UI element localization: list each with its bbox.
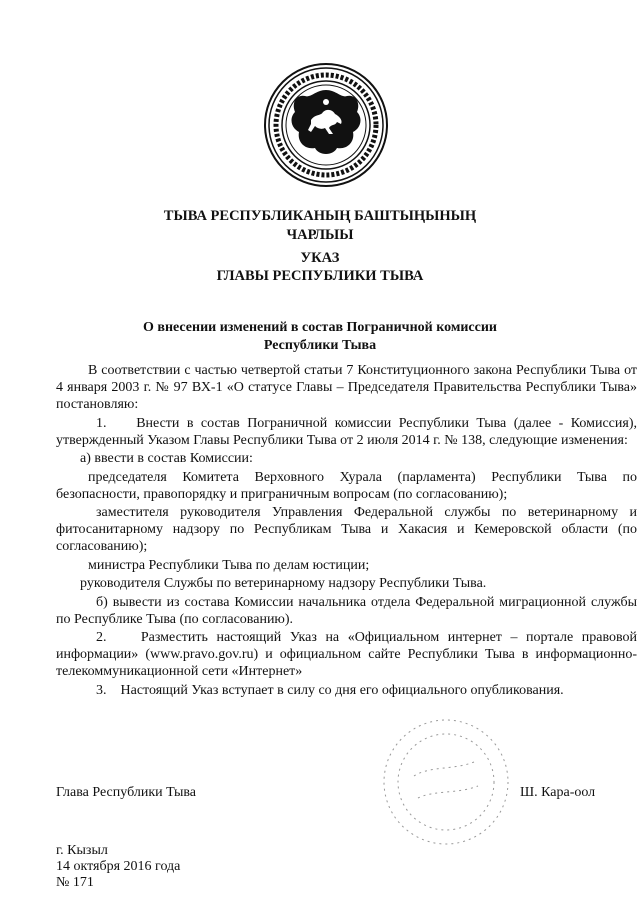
decree-number: № 171 bbox=[56, 875, 94, 890]
header-tuvan-line2: ЧАРЛЫЫ bbox=[286, 227, 354, 243]
decree-title-line1: О внесении изменений в состав Пограничной комиссии bbox=[143, 320, 497, 335]
person-4-paragraph: руководителя Службы по ветеринарному надзору Республики Тыва. bbox=[80, 576, 487, 591]
issue-date: 14 октября 2016 года bbox=[56, 859, 181, 874]
issue-city: г. Кызыл bbox=[56, 843, 108, 858]
decree-body bbox=[56, 362, 637, 700]
person-2-paragraph: заместителя руководителя Управления Федеральной службы по ветеринарному и фитосанитарному надзору по Республикам Тыва и Хакасия и Кемеровской области (по согласованию); bbox=[56, 505, 637, 554]
signatory-name: Ш. Кара-оол bbox=[520, 785, 596, 800]
person-1-paragraph: председателя Комитета Верховного Хурала (парламента) Республики Тыва по безопасности, правопорядку и приграничным вопросам (по согласованию); bbox=[56, 469, 637, 502]
person-3-paragraph: министра Республики Тыва по делам юстиции; bbox=[88, 557, 370, 573]
issuer-heading: ГЛАВЫ РЕСПУБЛИКИ ТЫВА bbox=[216, 268, 424, 284]
preamble-paragraph: В соответствии с частью четвертой статьи 7 Конституционного закона Республики Тыва от 4 января 2003 г. № 97 ВХ-1 «О статусе Главы – Председателя Правительства Республики Тыва» постановляю: bbox=[56, 363, 637, 412]
tuva-emblem-icon bbox=[263, 62, 389, 188]
header-tuvan-line1: ТЫВА РЕСПУБЛИКАНЫҢ БАШТЫҢЫНЫҢ bbox=[163, 208, 477, 224]
doc-type-heading: УКАЗ bbox=[300, 250, 340, 266]
official-stamp-icon bbox=[374, 706, 514, 856]
item-1-paragraph: 1. Внести в состав Пограничной комиссии Республики Тыва (далее - Комиссия), утвержденный Указом Главы Республики Тыва от 2 июля 2014 г. № 138, следующие изменения: bbox=[56, 415, 637, 448]
decree-title-line2: Республики Тыва bbox=[263, 338, 377, 353]
signatory-position: Глава Республики Тыва bbox=[56, 785, 197, 800]
item-1b-paragraph: б) вывести из состава Комиссии начальника отдела Федеральной миграционной службы по Республике Тыва (по согласованию). bbox=[56, 594, 637, 627]
item-3-paragraph: 3. Настоящий Указ вступает в силу со дня его официального опубликования. bbox=[96, 682, 564, 698]
issue-details bbox=[56, 843, 180, 891]
item-2-paragraph: 2. Разместить настоящий Указ на «Официальном интернет – портале правовой информации» (www.pravo.gov.ru) и официальном сайте Республики Тыва в информационно-телекоммуникационной сети «Интернет» bbox=[56, 630, 637, 679]
item-1a-paragraph: а) ввести в состав Комиссии: bbox=[80, 451, 253, 466]
